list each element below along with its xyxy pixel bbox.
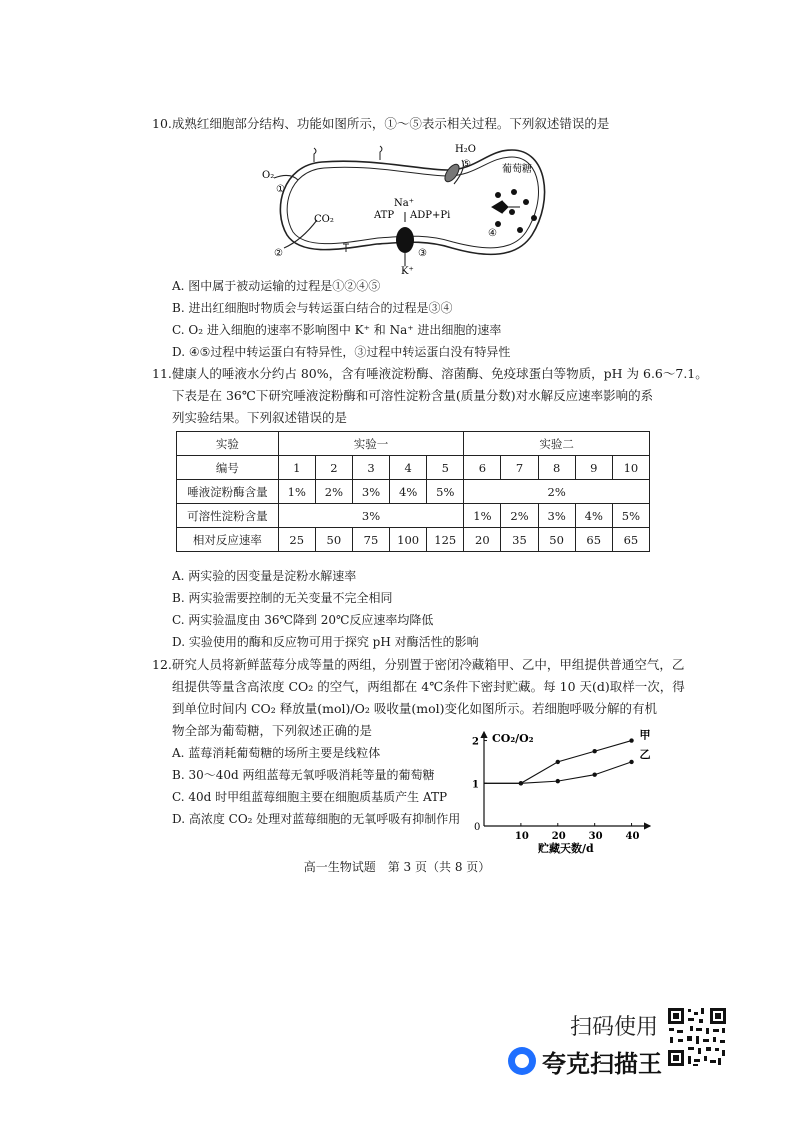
table-cell: 20: [464, 528, 501, 552]
x-tick-label: 10: [514, 831, 529, 842]
table-cell: 实验二: [464, 432, 650, 456]
table-cell: 3%: [352, 480, 389, 504]
table-cell: 2%: [501, 504, 538, 528]
table-cell: 1%: [464, 504, 501, 528]
table-cell: 唾液淀粉酶含量: [177, 480, 279, 504]
data-point: [556, 779, 560, 783]
label-glucose: 葡萄糖: [502, 164, 532, 175]
table-cell: 3%: [538, 504, 575, 528]
x-axis-label: 贮藏天数/d: [538, 842, 594, 855]
table-cell: 7: [501, 456, 538, 480]
q12-stem-line4: 物全部为葡萄糖，下列叙述正确的是: [172, 723, 373, 738]
q10-option-c: C. O₂ 进入细胞的速率不影响图中 K⁺ 和 Na⁺ 进出细胞的速率: [172, 323, 502, 337]
table-cell: 3%: [278, 504, 464, 528]
data-point: [629, 760, 633, 764]
scan-text: 扫码使用: [570, 1015, 659, 1040]
x-tick-label: 20: [551, 831, 566, 842]
table-cell: 65: [612, 528, 649, 552]
label-adp: ADP+Pi: [410, 210, 451, 221]
aquaporin: [442, 162, 462, 184]
q11-stem-line2: 下表是在 36℃下研究唾液淀粉酶和可溶性淀粉含量(质量分数)对水解反应速率影响的系: [172, 388, 654, 403]
na-k-pump: [396, 227, 414, 253]
table-cell: 4: [390, 456, 427, 480]
data-point: [592, 773, 596, 777]
table-cell: 50: [538, 528, 575, 552]
rbc-diagram: [262, 140, 562, 278]
app-name: 夸克扫描王: [542, 1050, 662, 1078]
table-row: [177, 480, 650, 504]
page-footer: 高一生物试题 第 3 页（共 8 页）: [303, 860, 491, 874]
table-cell: 100: [390, 528, 427, 552]
table-row: [177, 432, 650, 456]
table-cell: 10: [612, 456, 649, 480]
label-na: Na⁺: [394, 198, 414, 209]
q11-option-c: C. 两实验温度由 36℃降到 20℃反应速率均降低: [172, 613, 434, 627]
table-cell: 2%: [464, 480, 650, 504]
q12-stem-line1: 12.研究人员将新鲜蓝莓分成等量的两组，分别置于密闭冷藏箱甲、乙中，甲组提供普通空气，乙: [152, 657, 685, 672]
table-cell: 8: [538, 456, 575, 480]
q11-option-d: D. 实验使用的酶和反应物可用于探究 pH 对酶活性的影响: [172, 635, 479, 649]
table-cell: 5: [427, 456, 464, 480]
q10-option-a: A. 图中属于被动运输的过程是①②④⑤: [172, 279, 381, 293]
x-tick-label: 40: [625, 831, 640, 842]
table-cell: 5%: [427, 480, 464, 504]
series-label: 乙: [639, 747, 651, 761]
table-cell: 3: [352, 456, 389, 480]
table-cell: 实验: [177, 432, 279, 456]
label-n5: ⑤: [462, 159, 471, 170]
table-cell: 35: [501, 528, 538, 552]
q11-stem-line1: 11.健康人的唾液水分约占 80%，含有唾液淀粉酶、溶菌酶、免疫球蛋白等物质，pH 为 6.6～7.1。: [152, 366, 708, 381]
q12-stem-line2: 组提供等量含高浓度 CO₂ 的空气，两组都在 4℃条件下密封贮藏。每 10 天(d)取样一次，得: [172, 679, 685, 694]
q10-option-d: D. ④⑤过程中转运蛋白有特异性，③过程中转运蛋白没有特异性: [172, 345, 511, 359]
table-cell: 1: [278, 456, 315, 480]
process-arrows: [274, 160, 520, 266]
data-point: [592, 749, 596, 753]
label-n4: ④: [488, 228, 497, 239]
y-tick-label: 2: [472, 736, 479, 748]
label-o2: O₂: [262, 170, 275, 181]
table-cell: 75: [352, 528, 389, 552]
table-cell: 50: [315, 528, 352, 552]
q12-stem-line3: 到单位时间内 CO₂ 释放量(mol)/O₂ 吸收量(mol)变化如图所示。若细胞呼吸分解的有机: [172, 701, 657, 716]
respiration-chart: [462, 728, 674, 856]
data-point: [556, 760, 560, 764]
table-cell: 25: [278, 528, 315, 552]
quark-logo-icon: [508, 1047, 536, 1075]
table-cell: 4%: [390, 480, 427, 504]
table-row: [177, 504, 650, 528]
table-cell: 65: [575, 528, 612, 552]
y-axis-label: CO₂/O₂: [492, 732, 534, 745]
q10-stem: 10.成熟红细胞部分结构、功能如图所示，①～⑤表示相关过程。下列叙述错误的是: [152, 116, 610, 131]
table-cell: 4%: [575, 504, 612, 528]
label-n1: ①: [276, 184, 285, 195]
q11-option-a: A. 两实验的因变量是淀粉水解速率: [172, 569, 357, 583]
table-cell: 实验一: [278, 432, 464, 456]
table-cell: 可溶性淀粉含量: [177, 504, 279, 528]
q12-option-c: C. 40d 时甲组蓝莓细胞主要在细胞质基质产生 ATP: [172, 790, 448, 804]
table-cell: 1%: [278, 480, 315, 504]
table-cell: 125: [427, 528, 464, 552]
glucose-transporter: [492, 201, 508, 213]
label-h2o: H₂O: [455, 144, 476, 155]
table-cell: 5%: [612, 504, 649, 528]
q10-option-b: B. 进出红细胞时物质会与转运蛋白结合的过程是③④: [172, 301, 453, 315]
y-tick-label: 1: [472, 779, 479, 791]
data-point: [629, 738, 633, 742]
q11-option-b: B. 两实验需要控制的无关变量不完全相同: [172, 591, 393, 605]
table-cell: 编号: [177, 456, 279, 480]
label-k: K⁺: [401, 266, 414, 277]
data-point: [519, 781, 523, 785]
origin-label: 0: [474, 822, 481, 833]
x-tick-label: 30: [588, 831, 603, 842]
qr-code-icon: [666, 1006, 728, 1068]
label-n2: ②: [274, 248, 283, 259]
experiment-table: [176, 431, 650, 552]
table-cell: 2%: [315, 480, 352, 504]
label-co2: CO₂: [314, 214, 334, 225]
table-cell: 9: [575, 456, 612, 480]
q11-stem-line3: 列实验结果。下列叙述错误的是: [172, 410, 348, 425]
table-cell: 6: [464, 456, 501, 480]
table-cell: 相对反应速率: [177, 528, 279, 552]
table-row: [177, 456, 650, 480]
q12-option-b: B. 30～40d 两组蓝莓无氧呼吸消耗等量的葡萄糖: [172, 768, 435, 782]
series-label: 甲: [639, 728, 651, 742]
label-n3: ③: [418, 248, 427, 259]
q12-option-a: A. 蓝莓消耗葡萄糖的场所主要是线粒体: [172, 746, 381, 760]
table-cell: 2: [315, 456, 352, 480]
q12-option-d: D. 高浓度 CO₂ 处理对蓝莓细胞的无氧呼吸有抑制作用: [172, 812, 461, 826]
label-atp: ATP: [374, 210, 395, 221]
table-row: [177, 528, 650, 552]
